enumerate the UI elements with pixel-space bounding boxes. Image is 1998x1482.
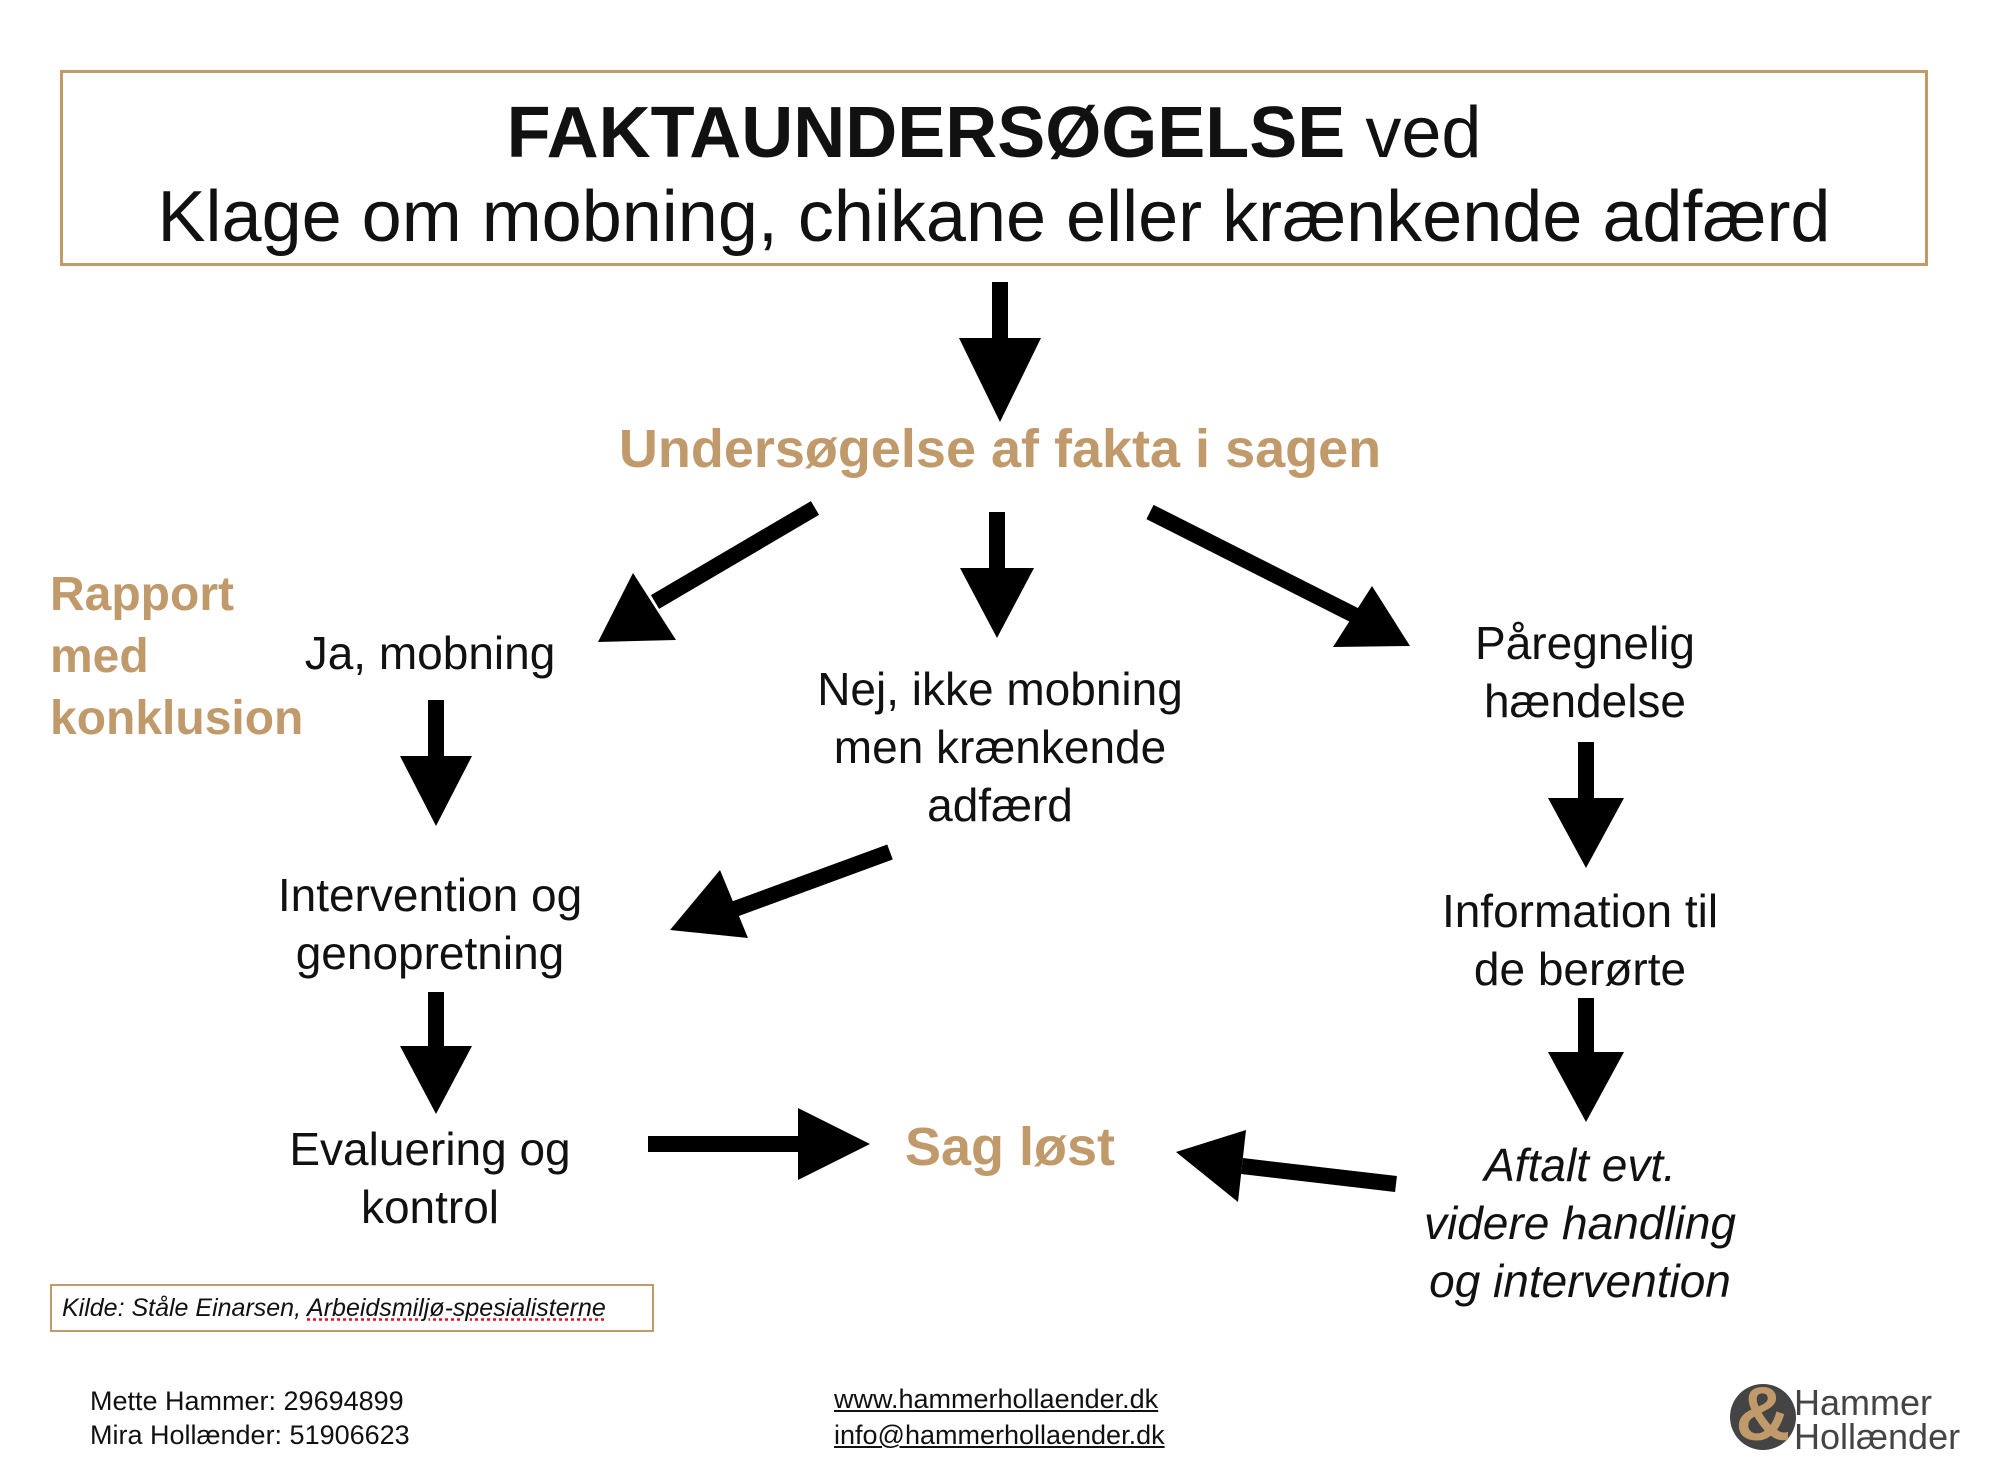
information-node	[1380, 882, 1780, 998]
contact-line: Mira Hollænder: 51906623	[90, 1420, 410, 1450]
arrow-evaluation-to-resolved	[648, 1108, 870, 1180]
arrow-no-to-intervention	[670, 852, 890, 938]
arrow-investigation-to-expected	[1150, 512, 1410, 647]
source-prefix: Kilde: Ståle Einarsen,	[62, 1294, 308, 1322]
contact-list	[90, 1384, 410, 1452]
footer-links	[834, 1382, 1165, 1452]
report-line: konklusion	[50, 692, 304, 745]
evaluation-node	[250, 1120, 610, 1236]
title-subtitle: Klage om mobning, chikane eller krænkende adfærd	[157, 177, 1831, 257]
title-bold: FAKTAUNDERSØGELSE	[506, 93, 1346, 173]
node-line: Nej, ikke mobning	[817, 663, 1183, 715]
logo-wordmark	[1794, 1382, 1961, 1457]
report-line: med	[50, 630, 149, 683]
no-bullying-node	[750, 660, 1250, 834]
logo-line: Hollænder	[1794, 1416, 1961, 1457]
node-line: Information til	[1441, 885, 1719, 937]
intervention-node	[220, 866, 640, 982]
logo-ampersand: &	[1735, 1372, 1791, 1457]
node-line: Intervention og	[277, 869, 583, 921]
resolved-node: Sag løst	[904, 1117, 1116, 1177]
email-link[interactable]: info@hammerhollaender.dk	[834, 1420, 1165, 1450]
title-rest: ved	[1345, 93, 1482, 173]
agreed-action-node	[1370, 1136, 1790, 1310]
node-line: genopretning	[295, 927, 565, 979]
logo-line: Hammer	[1794, 1382, 1933, 1423]
arrow-investigation-to-no	[960, 512, 1034, 638]
arrow-agreed-to-resolved	[1176, 1130, 1396, 1202]
node-line: hændelse	[1483, 675, 1687, 727]
source-citation	[50, 1284, 654, 1332]
arrow-title-to-investigation	[959, 282, 1041, 422]
node-line: Påregnelig	[1475, 617, 1695, 669]
arrow-investigation-to-yes	[598, 508, 815, 642]
contact-line: Mette Hammer: 29694899	[90, 1386, 404, 1416]
node-line: Aftalt evt.	[1484, 1139, 1676, 1191]
arrow-yes-to-intervention	[400, 700, 472, 826]
node-line: videre handling	[1423, 1197, 1736, 1249]
node-line: kontrol	[360, 1181, 500, 1233]
arrow-intervention-to-evaluation	[400, 992, 472, 1114]
expected-event-node	[1390, 614, 1780, 730]
yes-bullying-node: Ja, mobning	[304, 627, 556, 679]
node-line: Evaluering og	[289, 1123, 571, 1175]
source-org: Arbeidsmiljø-spesialisterne	[307, 1294, 606, 1322]
arrow-information-to-agreed	[1548, 998, 1624, 1122]
investigation-node: Undersøgelse af fakta i sagen	[618, 419, 1382, 479]
node-line: og intervention	[1429, 1255, 1731, 1307]
arrow-expected-to-information	[1548, 742, 1624, 868]
node-line: men krænkende	[833, 721, 1167, 773]
report-label	[50, 564, 303, 750]
report-line: Rapport	[50, 568, 234, 621]
node-line: de berørte	[1473, 943, 1687, 995]
node-line: adfærd	[927, 779, 1073, 831]
website-link[interactable]: www.hammerhollaender.dk	[834, 1384, 1159, 1414]
